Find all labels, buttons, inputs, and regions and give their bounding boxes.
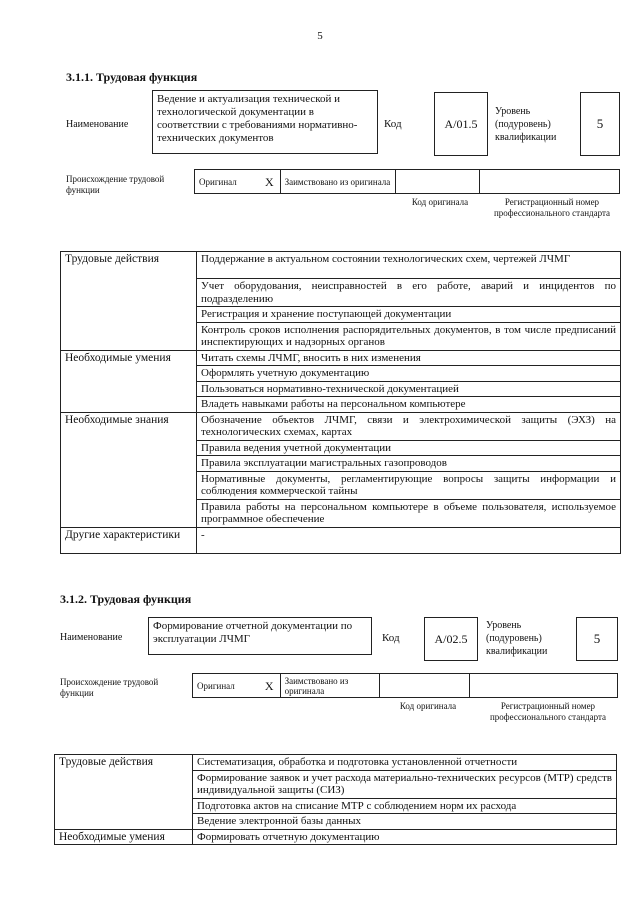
table-cell: Формировать отчетную документацию <box>193 829 617 845</box>
origin-borrowed-cell: Заимствовано из оригинала <box>281 674 381 697</box>
table-cell: Читать схемы ЛЧМГ, вносить в них изменения <box>197 350 621 366</box>
table-cell: Регистрация и хранение поступающей документации <box>197 307 621 323</box>
code-original-caption: Код оригинала <box>399 701 457 711</box>
code-value: A/02.5 <box>424 617 478 661</box>
table-cell: Нормативные документы, регламентирующие вопросы защиты информации и соблюдения коммерческой тайны <box>197 471 621 499</box>
origin-row <box>192 673 618 698</box>
level-label: Уровень (подуровень) квалификации <box>486 620 548 657</box>
level-value: 5 <box>576 617 618 661</box>
table-cell: Правила эксплуатации магистральных газопроводов <box>197 456 621 472</box>
name-label: Наименование <box>66 119 129 130</box>
code-label: Код <box>382 632 400 644</box>
origin-label: Происхождение трудовой функции <box>60 677 159 698</box>
table-cell: - <box>197 527 621 553</box>
code-label: Код <box>384 118 402 130</box>
table-cell: Правила работы на персональном компьютере в объеме пользователя, используемое программное обеспечение <box>197 499 621 527</box>
reg-number-caption: Регистрационный номер профессионального стандарта <box>493 197 611 218</box>
reg-number-cell <box>470 674 617 697</box>
section-title: 3.1.2. Трудовая функция <box>60 592 192 606</box>
origin-original-label: Оригинал <box>197 680 235 691</box>
table-cell: Контроль сроков исполнения распорядительных документов, в том числе предписаний инспектирующих и надзорных органов <box>197 322 621 350</box>
table-cell: Систематизация, обработка и подготовка установленной отчетности <box>193 755 617 771</box>
origin-borrowed-cell: Заимствовано из оригинала <box>281 170 396 193</box>
table-cell: Оформлять учетную документацию <box>197 366 621 382</box>
function-table <box>60 251 621 554</box>
origin-original-cell <box>195 170 281 193</box>
name-label: Наименование <box>60 632 123 643</box>
page-number: 5 <box>317 30 323 42</box>
function-name-box: Формирование отчетной документации по эксплуатации ЛЧМГ <box>148 617 372 655</box>
reg-number-caption: Регистрационный номер профессионального стандарта <box>489 701 607 722</box>
table-cell: Подготовка актов на списание МТР с соблюдением норм их расхода <box>193 798 617 814</box>
code-original-caption: Код оригинала <box>411 197 469 207</box>
table-cell: Владеть навыками работы на персональном компьютере <box>197 397 621 413</box>
reg-number-cell <box>480 170 619 193</box>
table-cell: Пользоваться нормативно-технической документацией <box>197 381 621 397</box>
group-label: Необходимые умения <box>55 829 193 845</box>
table-cell: Учет оборудования, неисправностей в его работе, аварий и инцидентов по подразделению <box>197 279 621 307</box>
origin-original-cell <box>193 674 281 697</box>
code-value: A/01.5 <box>434 92 488 156</box>
group-label: Необходимые умения <box>61 350 197 412</box>
table-cell: Поддержание в актуальном состоянии технологических схем, чертежей ЛЧМГ <box>197 252 621 279</box>
code-original-cell <box>396 170 480 193</box>
origin-mark: X <box>264 174 274 189</box>
code-original-cell <box>380 674 470 697</box>
table-cell: Правила ведения учетной документации <box>197 440 621 456</box>
group-label: Трудовые действия <box>55 755 193 830</box>
function-table <box>54 754 617 845</box>
section-title: 3.1.1. Трудовая функция <box>66 70 198 84</box>
table-cell: Формирование заявок и учет расхода материально-технических ресурсов (МТР) средств индивидуальной защиты (СИЗ) <box>193 770 617 798</box>
function-name-box: Ведение и актуализация технической и технологической документации в соответствии с требованиями нормативно-технических документов <box>152 90 378 154</box>
level-label: Уровень (подуровень) квалификации <box>495 106 557 143</box>
table-cell: Обозначение объектов ЛЧМГ, связи и электрохимической защиты (ЭХЗ) на технологических схемах, картах <box>197 412 621 440</box>
group-label: Другие характеристики <box>61 527 197 553</box>
origin-original-label: Оригинал <box>199 176 237 187</box>
table-cell: Ведение электронной базы данных <box>193 814 617 830</box>
origin-label: Происхождение трудовой функции <box>66 174 165 195</box>
level-value: 5 <box>580 92 620 156</box>
group-label: Необходимые знания <box>61 412 197 527</box>
origin-mark: X <box>264 678 274 693</box>
origin-row <box>194 169 620 194</box>
group-label: Трудовые действия <box>61 252 197 351</box>
